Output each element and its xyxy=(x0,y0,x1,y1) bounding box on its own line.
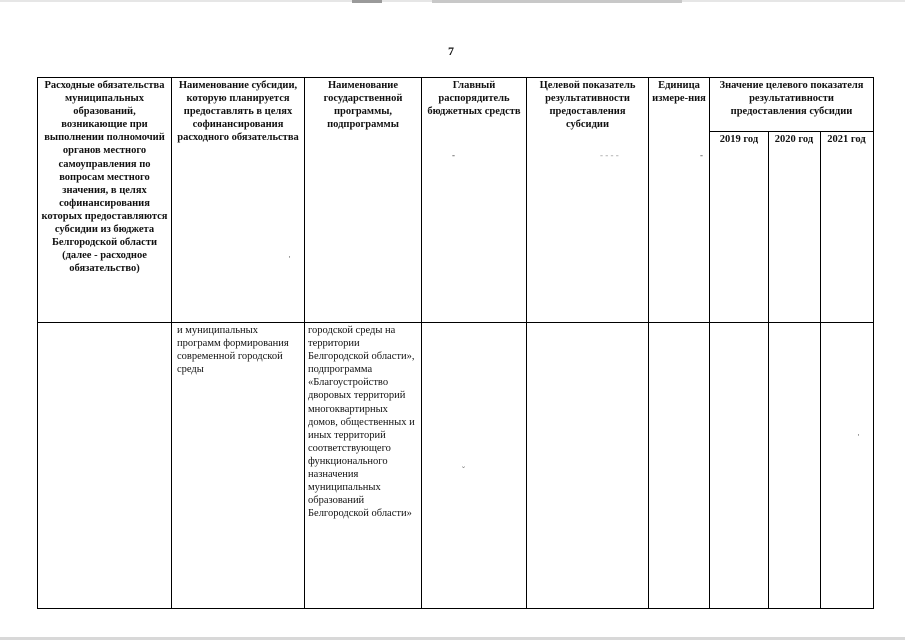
column-divider xyxy=(709,77,710,609)
table-border-right xyxy=(873,77,874,609)
header-year-2019: 2019 год xyxy=(719,134,759,145)
table-border-top xyxy=(37,77,873,78)
scan-speck: · xyxy=(288,252,291,262)
header-budget-manager: Главный распорядитель бюджетных средств xyxy=(427,80,521,118)
column-divider xyxy=(648,77,649,609)
header-state-program: Наименование государственной программы, подпрограммы xyxy=(323,80,403,131)
header-indicator-value: Значение целевого показателя результативности предоставления субсидии xyxy=(719,80,864,118)
row-state-program: городской среды на территории Белгородской области», подпрограмма «Благоустройство дворовых территорий многоквартирных домов, общественных и иных территорий соответствующего функционального назначения муниципальных образований Белгородской области» xyxy=(308,325,415,520)
header-bottom-line xyxy=(37,322,873,323)
column-divider xyxy=(304,77,305,609)
column-divider xyxy=(526,77,527,609)
header-subsidy-name: Наименование субсидии, которую планируется предоставлять в целях софинансирования расходного обязательства xyxy=(177,80,299,144)
scan-speck: - - - - xyxy=(600,150,619,160)
column-divider xyxy=(820,131,821,609)
scan-speck: - xyxy=(700,150,703,160)
table-border-bottom xyxy=(37,608,873,609)
scan-speck: · xyxy=(857,430,860,440)
column-divider xyxy=(768,131,769,609)
header-year-2021: 2021 год xyxy=(827,134,866,145)
scan-speck: ˘ xyxy=(462,465,465,475)
header-expense-obligations: Расходные обязательства муниципальных образований, возникающие при выполнении полномочий органов местного самоуправления по вопросам местного значения, в целях софинансирования которых предоставляются субсидии из бюджета Белгородской области (далее - расходное обязательство) xyxy=(41,80,168,275)
column-divider xyxy=(171,77,172,609)
table-border-left xyxy=(37,77,38,609)
year-header-line xyxy=(709,131,873,132)
row-subsidy-name: и муниципальных программ формирования современной городской среды xyxy=(177,325,289,376)
header-unit: Единица измере-ния xyxy=(652,80,706,105)
header-year-2020: 2020 год xyxy=(774,134,814,145)
scan-speck: - xyxy=(452,150,455,160)
column-divider xyxy=(421,77,422,609)
header-target-indicator: Целевой показатель результативности предоставления субсидии xyxy=(539,80,636,131)
page-number: 7 xyxy=(448,44,454,58)
